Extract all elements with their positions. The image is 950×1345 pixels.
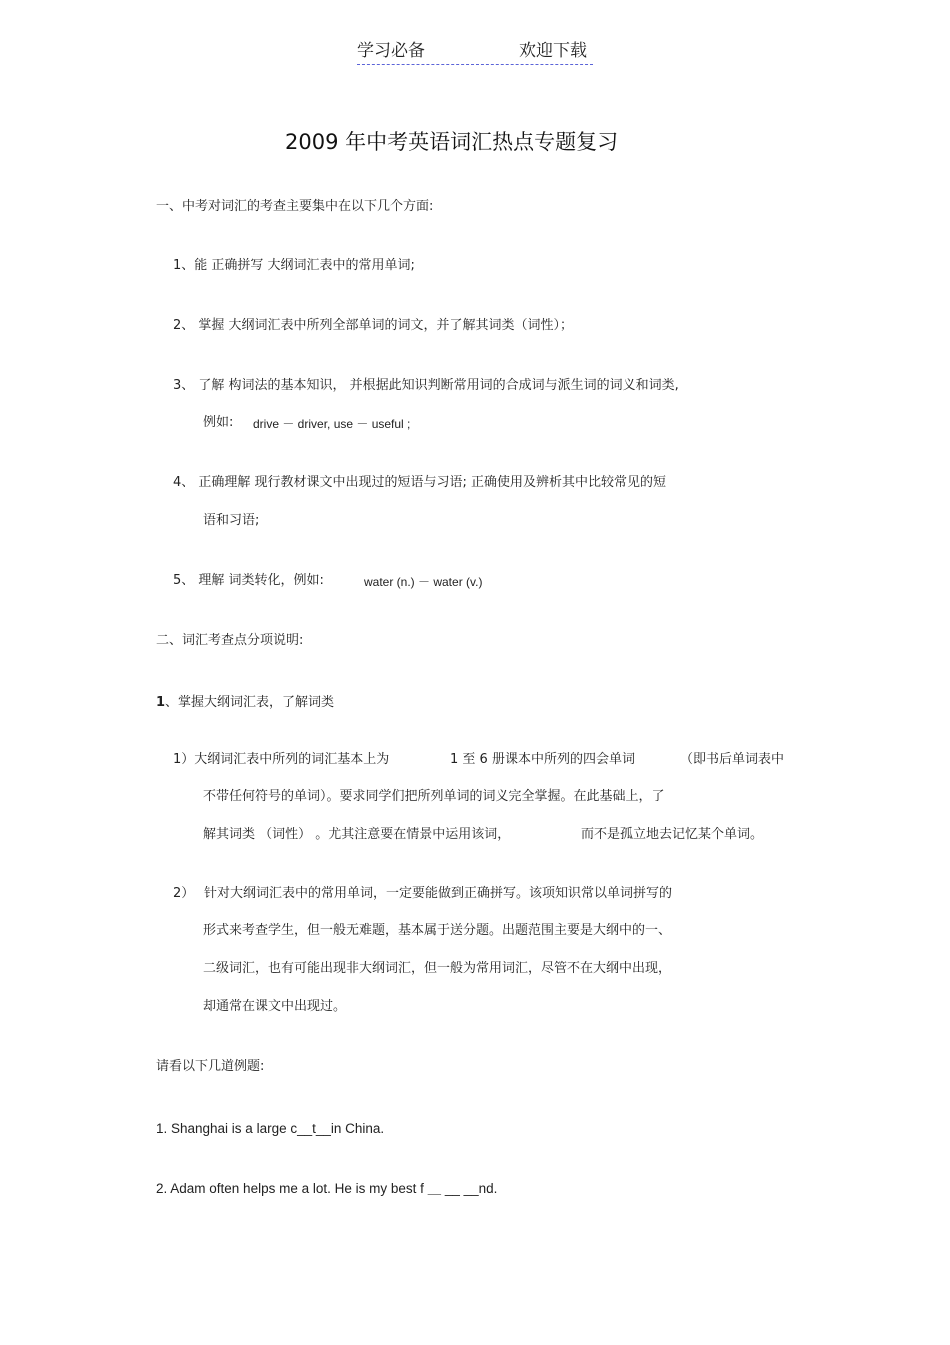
section-2-subheading-text: 、掌握大纲词汇表，了解词类 xyxy=(165,695,335,710)
example-question-2: 2. Adam often helps me a lot. He is my best f ＿ __ __nd. xyxy=(156,1181,498,1196)
section-1-item-2: 2、 掌握 大纲词汇表中所列全部单词的词文，并了解其词类（词性）； xyxy=(173,318,574,333)
section-2-subheading xyxy=(156,696,334,709)
section-1-item-3-example: drive － driver, use － useful ; xyxy=(253,417,411,431)
section-1-item-1: 1、能 正确拼写 大纲词汇表中的常用单词; xyxy=(173,258,415,273)
header-left-text: 学习必备 xyxy=(357,41,425,61)
section-1-item-3-example-label: 例如: xyxy=(203,415,234,430)
para-2-line-1: 针对大纲词汇表中的常用单词，一定要能做到正确拼写。该项知识常以单词拼写的 xyxy=(204,886,673,901)
page-title: 2009 年中考英语词汇热点专题复习 xyxy=(285,130,619,154)
para-2-line-4: 却通常在课文中出现过。 xyxy=(203,999,347,1014)
examples-intro: 请看以下几道例题: xyxy=(156,1059,265,1074)
section-2-heading: 二、词汇考查点分项说明: xyxy=(156,633,304,648)
example-question-1: 1. Shanghai is a large c__t__in China. xyxy=(156,1121,385,1136)
section-2-subheading-number: 1 xyxy=(156,695,166,710)
para-1-line-1b: 1 至 6 册课本中所列的四会单词 xyxy=(450,752,635,767)
section-1-item-3: 3、 了解 构词法的基本知识， 并根据此知识判断常用词的合成词与派生词的词义和词类, xyxy=(173,378,679,393)
section-1-item-5-example: water (n.) － water (v.) xyxy=(364,575,483,589)
header-divider xyxy=(357,64,593,65)
section-1-heading: 一、中考对词汇的考查主要集中在以下几个方面: xyxy=(156,199,434,214)
para-1-line-1a: 1）大纲词汇表中所列的词汇基本上为 xyxy=(173,752,390,767)
para-1-line-3b: 而不是孤立地去记忆某个单词。 xyxy=(581,827,764,842)
para-2-line-3: 二级词汇，也有可能出现非大纲词汇，但一般为常用词汇，尽管不在大纲中出现， xyxy=(203,961,672,976)
section-1-item-4-line-1: 4、 正确理解 现行教材课文中出现过的短语与习语; 正确使用及辨析其中比较常见的短 xyxy=(173,475,667,490)
para-2-number: 2） xyxy=(173,886,195,901)
header-right-text: 欢迎下载 xyxy=(519,41,587,61)
section-1-item-4-line-2: 语和习语; xyxy=(203,513,260,528)
para-1-line-3a: 解其词类 （词性） 。尤其注意要在情景中运用该词， xyxy=(203,827,511,842)
section-1-item-5: 5、 理解 词类转化，例如: xyxy=(173,573,324,588)
para-1-line-2: 不带任何符号的单词）。要求同学们把所列单词的词义完全掌握。在此基础上，了 xyxy=(203,789,665,804)
para-2-line-2: 形式来考查学生，但一般无难题，基本属于送分题。出题范围主要是大纲中的一、 xyxy=(203,923,672,938)
para-1-line-1c: （即书后单词表中 xyxy=(680,752,785,767)
